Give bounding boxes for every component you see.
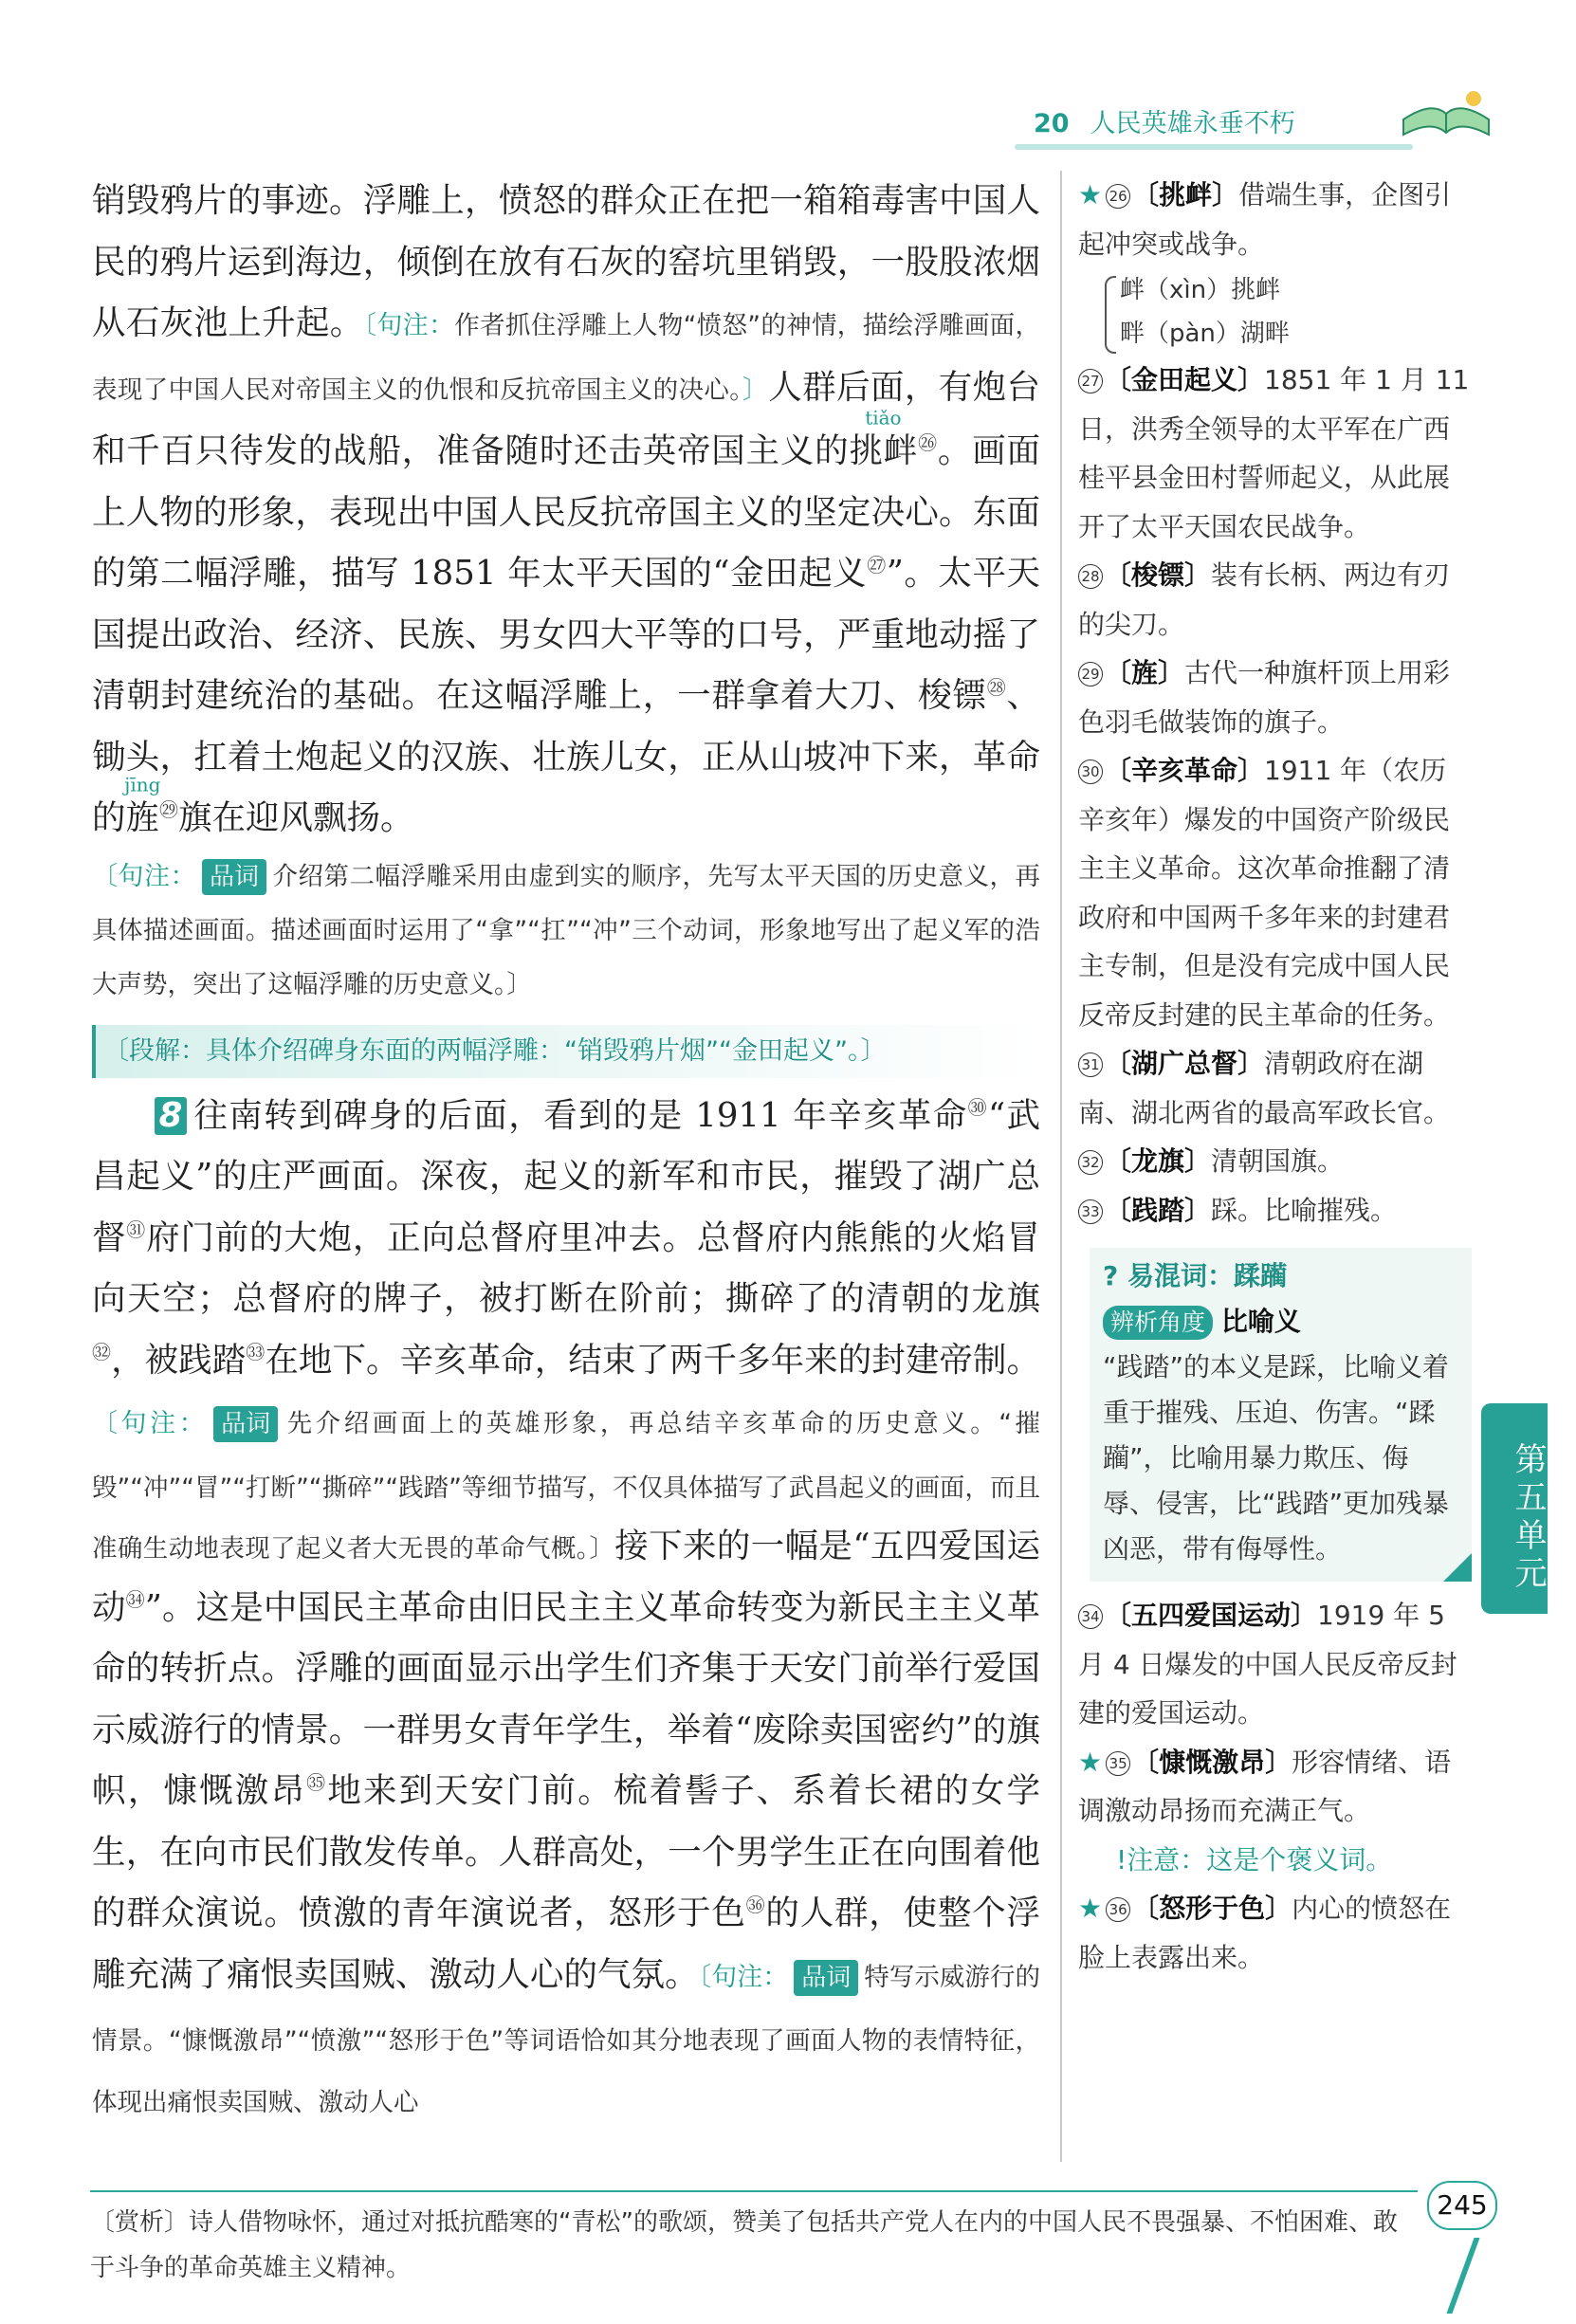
pinci-badge: 品词: [202, 859, 266, 895]
text: 在地下。辛亥革命，结束了两千多年来的封建帝制。: [265, 1340, 1040, 1380]
gloss-term: 〔旌〕: [1105, 657, 1185, 688]
footnote-ref: ㉟: [306, 1771, 328, 1795]
gloss-term: 〔五四爱国运动〕: [1105, 1600, 1318, 1631]
note-tag: 〔句注：: [363, 311, 455, 340]
pinci-badge: 品词: [794, 1960, 858, 1996]
sentence-note: 特写示威游行的情景。“慷慨激昂”“愤激”“怒形于色”等词语恰如其分地表现了画面人物的表情特征，体现出痛恨卖国贼、激动人心: [92, 1962, 1040, 2117]
unit-tab: [1481, 1403, 1548, 1614]
gloss-term: 〔挑衅〕: [1132, 179, 1239, 210]
gloss-number: 29: [1078, 662, 1103, 686]
footnote-ref: ㉗: [867, 554, 887, 577]
gloss-number: 35: [1106, 1751, 1130, 1776]
sentence-note: 介绍第二幅浮雕采用由虚到实的顺序，先写太平天国的历史意义，再具体描述画面。描述画面时运用了“拿”“扛”“冲”三个动词，形象地写出了起义军的浩大声势，突出了这幅浮雕的历史意义。〕: [92, 861, 1041, 999]
pinyin: jīng: [124, 773, 161, 796]
footnote-ref: ㉜: [92, 1340, 112, 1363]
text: “武昌起义”的庄严画面。深夜，起义的新军和市民，摧毁了湖广总督: [92, 1095, 1040, 1257]
gloss-number: 28: [1078, 564, 1103, 589]
text: ，被践踏: [111, 1340, 247, 1380]
paragraph-number: 8: [155, 1097, 187, 1135]
footer-appreciation: 〔赏析〕诗人借物咏怀，通过对抵抗酷寒的“青松”的歌颂，赞美了包括共产党人在内的中国人民不畏强暴、不怕困难、敢于斗争的革命英雄主义精神。: [90, 2190, 1418, 2291]
gloss-term: 〔践踏〕: [1105, 1194, 1212, 1226]
corner-icon: [1443, 1553, 1472, 1582]
text: ”。这是中国民主革命由旧民主主义革命转变为新民主主义革命的转折点。浮雕的画面显示出学生们齐集于天安门前举行爱国示威游行的情景。一群男女青年学生，举着“废除卖国密约”的旗帜，慷慨激昂: [92, 1587, 1040, 1810]
pinci-badge: 品词: [213, 1406, 278, 1442]
note-tag: 〔句注：: [698, 1962, 789, 1992]
box-text: “践踏”的本义是踩，比喻义着重于摧残、压迫、伤害。“蹂躏”，比喻用暴力欺压、侮辱、侵害，比“践踏”更加残暴凶恶，带有侮辱性。: [1103, 1351, 1450, 1565]
page-corner-decoration: [1446, 2238, 1479, 2314]
footnote-ref: ㉛: [126, 1217, 147, 1241]
paragraph-8: [92, 1086, 1040, 2132]
word: 旌: [124, 798, 161, 837]
lesson-title: 人民英雄永垂不朽: [1090, 109, 1295, 138]
text: 地来到天安门前。梳着髻子、系着长裙的女学生，在向市民们散发传单。人群高处，一个男学生正在向围着他的群众演说。愤激的青年演说者，怒形于色: [92, 1771, 1040, 1932]
word-jing: [124, 773, 161, 837]
compare-item: 衅（xìn）挑衅: [1120, 276, 1281, 304]
star-icon: ★: [1078, 179, 1103, 210]
gloss-30: [1078, 746, 1472, 1039]
gloss-35: [1078, 1738, 1472, 1836]
gloss-number: 26: [1106, 184, 1130, 209]
gloss-number: 31: [1078, 1052, 1103, 1077]
gloss-number: 34: [1078, 1604, 1103, 1629]
gloss-31: [1078, 1039, 1472, 1137]
gloss-term: 〔金田起义〕: [1105, 364, 1265, 395]
star-icon: ★: [1078, 1893, 1103, 1924]
note-tag: 〔句注：: [92, 1409, 209, 1438]
gloss-def: 形容情绪、语调激动昂扬而充满正气。: [1078, 1746, 1452, 1826]
text: 人群后面，有炮台和千百只待发的战船，准备随时还击英帝国主义的: [92, 367, 1040, 470]
footnote-ref: ㊱: [745, 1894, 766, 1917]
gloss-32: [1078, 1137, 1472, 1186]
gloss-def: 清朝政府在湖南、湖北两省的最高军政长官。: [1078, 1048, 1451, 1128]
star-icon: ★: [1078, 1746, 1103, 1778]
footnote-ref: ㉖: [918, 431, 938, 455]
gloss-term: 〔慷慨激昂〕: [1132, 1746, 1292, 1778]
note-end: 〕: [742, 375, 769, 405]
gloss-def: 1851 年 1 月 11 日，洪秀全领导的太平军在广西桂平县金田村誓师起义，从此展开了太平天国农民战争。: [1078, 364, 1470, 542]
text: 往南转到碑身的后面，看到的是 1911 年辛亥革命: [192, 1095, 968, 1135]
gloss-27: [1078, 356, 1472, 551]
word-tiaoxin: [849, 406, 919, 470]
gloss-number: 32: [1078, 1150, 1103, 1175]
footnote-ref: ㉙: [159, 798, 179, 822]
gloss-number: 30: [1078, 759, 1103, 784]
text: 的人群，使整个浮雕充满了痛恨卖国贼、激动人心的气氛。: [92, 1894, 1040, 1994]
gloss-def: 1919 年 5 月 4 日爆发的中国人民反帝反封建的爱国运动。: [1078, 1600, 1457, 1729]
text: ”。太平天国提出政治、经济、民族、男女四大平等的口号，严重地动摇了清朝封建统治的基础。在这幅浮雕上，一群拿着大刀、梭镖: [92, 554, 1040, 715]
gloss-def: 内心的愤怒在脸上表露出来。: [1078, 1893, 1452, 1973]
gloss-term: 〔辛亥革命〕: [1105, 755, 1265, 786]
word: 挑衅: [849, 431, 919, 470]
gloss-33: [1078, 1186, 1472, 1235]
box-title: ? 易混词：蹂躏: [1103, 1260, 1287, 1291]
footnote-ref: ㉞: [125, 1587, 145, 1611]
footnote-ref: ㉚: [967, 1095, 988, 1119]
gloss-28: [1078, 551, 1472, 649]
compare-item: 畔（pàn）湖畔: [1120, 320, 1290, 348]
footnote-ref: ㉝: [246, 1340, 266, 1363]
main-text: [92, 171, 1040, 2131]
text: 旗在迎风飘扬。: [178, 798, 414, 837]
gloss-def: 踩。比喻摧残。: [1211, 1194, 1398, 1226]
page-header: [1034, 102, 1295, 139]
analysis-angle: 比喻义: [1220, 1306, 1301, 1337]
analysis-tag: 辨析角度: [1103, 1306, 1213, 1340]
text: 府门前的大炮，正向总督府里冲去。总督府内熊熊的火焰冒向天空；总督府的牌子，被打断在阶前；撕碎了的清朝的龙旗: [92, 1217, 1040, 1318]
gloss-number: 36: [1106, 1897, 1130, 1922]
gloss-36: [1078, 1884, 1472, 1982]
book-icon: [1394, 82, 1498, 144]
gloss-number: 33: [1078, 1199, 1103, 1224]
gloss-number: 27: [1078, 369, 1103, 393]
confusable-word-box: [1090, 1248, 1472, 1582]
text: 、锄头，扛着土炮起义的汉族、壮族儿女，正从山坡冲下来，革命的: [92, 676, 1040, 837]
glossary-column: [1078, 171, 1472, 1982]
paragraph-7: [92, 171, 1040, 850]
sentence-note: 先介绍画面上的英雄形象，再总结辛亥革命的历史意义。“摧毁”“冲”“冒”“打断”“撕碎”“践踏”等细节描写，不仅具体描写了武昌起义的画面，而且准确生动地表现了起义者大无畏的革命气概。〕: [92, 1409, 1041, 1564]
text: 接下来的一幅是“五四爱国运动: [92, 1527, 1040, 1627]
gloss-term: 〔龙旗〕: [1105, 1145, 1212, 1177]
gloss-term: 〔湖广总督〕: [1105, 1048, 1265, 1079]
gloss-def: 借端生事，企图引起冲突或战争。: [1078, 179, 1452, 260]
unit-label: 第五单元: [1509, 1442, 1547, 1594]
text: 销毁鸦片的事迹。浮雕上，愤怒的群众正在把一箱箱毒害中国人民的鸦片运到海边，倾倒在放有石灰的窑坑里销毁，一股股浓烟从石灰池上升起。: [92, 181, 1040, 342]
char-compare: [1078, 268, 1472, 356]
lesson-number: 20: [1034, 109, 1070, 138]
note-paragraph: [92, 850, 1040, 1012]
footnote-ref: ㉘: [986, 676, 1007, 700]
gloss-term: 〔梭镖〕: [1105, 559, 1212, 591]
text: 。画面上人物的形象，表现出中国人民反抗帝国主义的坚定决心。东面的第二幅浮雕，描写 1851 年太平天国的“金田起义: [92, 431, 1040, 593]
gloss-def: 1911 年（农历辛亥年）爆发的中国资产阶级民主主义革命。这次革命推翻了清政府和中国两千多年来的封建君主专制，但是没有完成中国人民反帝反封建的民主革命的任务。: [1078, 755, 1451, 1031]
gloss-def: 清朝国旗。: [1211, 1145, 1345, 1177]
column-divider: [1060, 171, 1062, 2162]
page-number: 245: [1427, 2181, 1497, 2230]
gloss-34: [1078, 1591, 1472, 1738]
header-rule: [1015, 144, 1413, 150]
usage-warning: !注意：这是个褒义词。: [1116, 1843, 1393, 1876]
paragraph-summary: 〔段解：具体介绍碑身东面的两幅浮雕：“销毁鸦片烟”“金田起义”。〕: [92, 1025, 1040, 1078]
note-tag: 〔句注：: [92, 861, 196, 891]
gloss-def: 古代一种旗杆顶上用彩色羽毛做装饰的旗子。: [1078, 657, 1451, 738]
sentence-note: 作者抓住浮雕上人物“愤怒”的神情，描绘浮雕画面，表现了中国人民对帝国主义的仇恨和反抗帝国主义的决心。: [92, 311, 1040, 405]
gloss-term: 〔怒形于色〕: [1132, 1893, 1292, 1924]
gloss-def: 装有长柄、两边有刃的尖刀。: [1078, 559, 1451, 640]
pinyin: tiǎo: [849, 406, 918, 430]
gloss-29: [1078, 649, 1472, 746]
gloss-26: [1078, 171, 1472, 268]
